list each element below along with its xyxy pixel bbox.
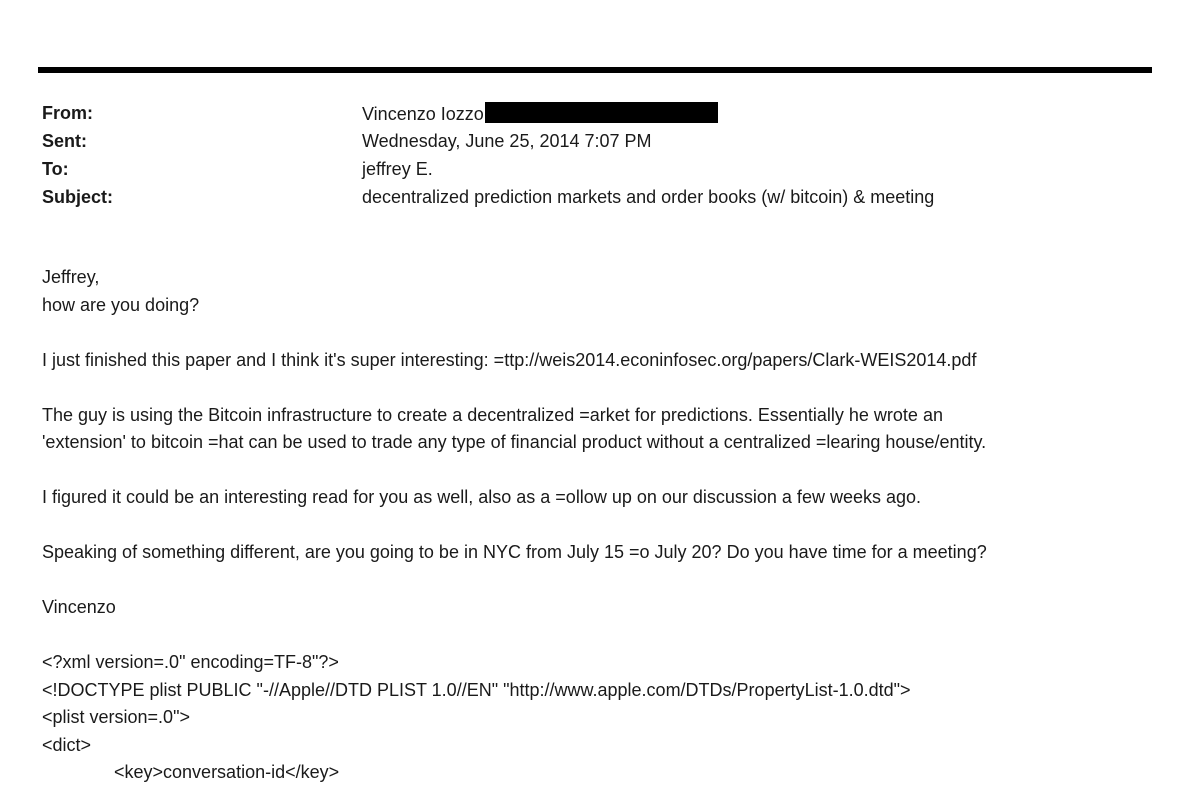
paragraph-bitcoin-line-1: The guy is using the Bitcoin infrastructure to create a decentralized =arket for predictions. Essentially he wrote an: [42, 404, 943, 425]
email-header: [42, 99, 1142, 211]
subject-label: Subject:: [42, 186, 114, 207]
from-label: From:: [42, 102, 93, 123]
subject-row: [42, 183, 1142, 211]
redaction-bar: [485, 102, 718, 123]
xml-plist: <plist version=.0">: [42, 707, 190, 727]
xml-dict: <dict>: [42, 734, 92, 755]
paragraph-paper-link: I just finished this paper and I think it's super interesting: =ttp://weis2014.econinfosec.org/papers/Clark-WEIS2014.pdf: [42, 349, 977, 370]
from-value: [362, 102, 718, 125]
to-value: jeffrey E.: [362, 158, 433, 179]
header-rule: [38, 67, 1152, 73]
xml-doctype: <!DOCTYPE plist PUBLIC "-//Apple//DTD PLIST 1.0//EN" "http://www.apple.com/DTDs/PropertyList-1.0.dtd">: [42, 679, 911, 700]
xml-declaration: <?xml version=.0" encoding=TF-8"?>: [42, 652, 339, 672]
to-label: To:: [42, 158, 69, 179]
sender-name: Vincenzo Iozzo: [362, 103, 484, 124]
greeting: Jeffrey,: [42, 267, 100, 287]
xml-key-conversation-id: <key>conversation-id</key>: [114, 762, 340, 782]
paragraph-meeting: Speaking of something different, are you going to be in NYC from July 15 =o July 20? Do you have time for a meeting?: [42, 542, 987, 562]
to-row: [42, 155, 1142, 183]
sent-label: Sent:: [42, 130, 87, 151]
sent-value: Wednesday, June 25, 2014 7:07 PM: [362, 130, 652, 151]
email-body: [42, 264, 1172, 787]
from-row: [42, 99, 1142, 127]
paragraph-bitcoin-line-2: 'extension' to bitcoin =hat can be used to trade any type of financial product without a centralized =learing house/entity.: [42, 432, 987, 452]
signature: Vincenzo: [42, 597, 116, 617]
subject-value: decentralized prediction markets and order books (w/ bitcoin) & meeting: [362, 186, 935, 207]
paragraph-follow-up: I figured it could be an interesting read for you as well, also as a =ollow up on our discussion a few weeks ago.: [42, 487, 922, 507]
greeting-question: how are you doing?: [42, 294, 200, 315]
sent-row: [42, 127, 1142, 155]
